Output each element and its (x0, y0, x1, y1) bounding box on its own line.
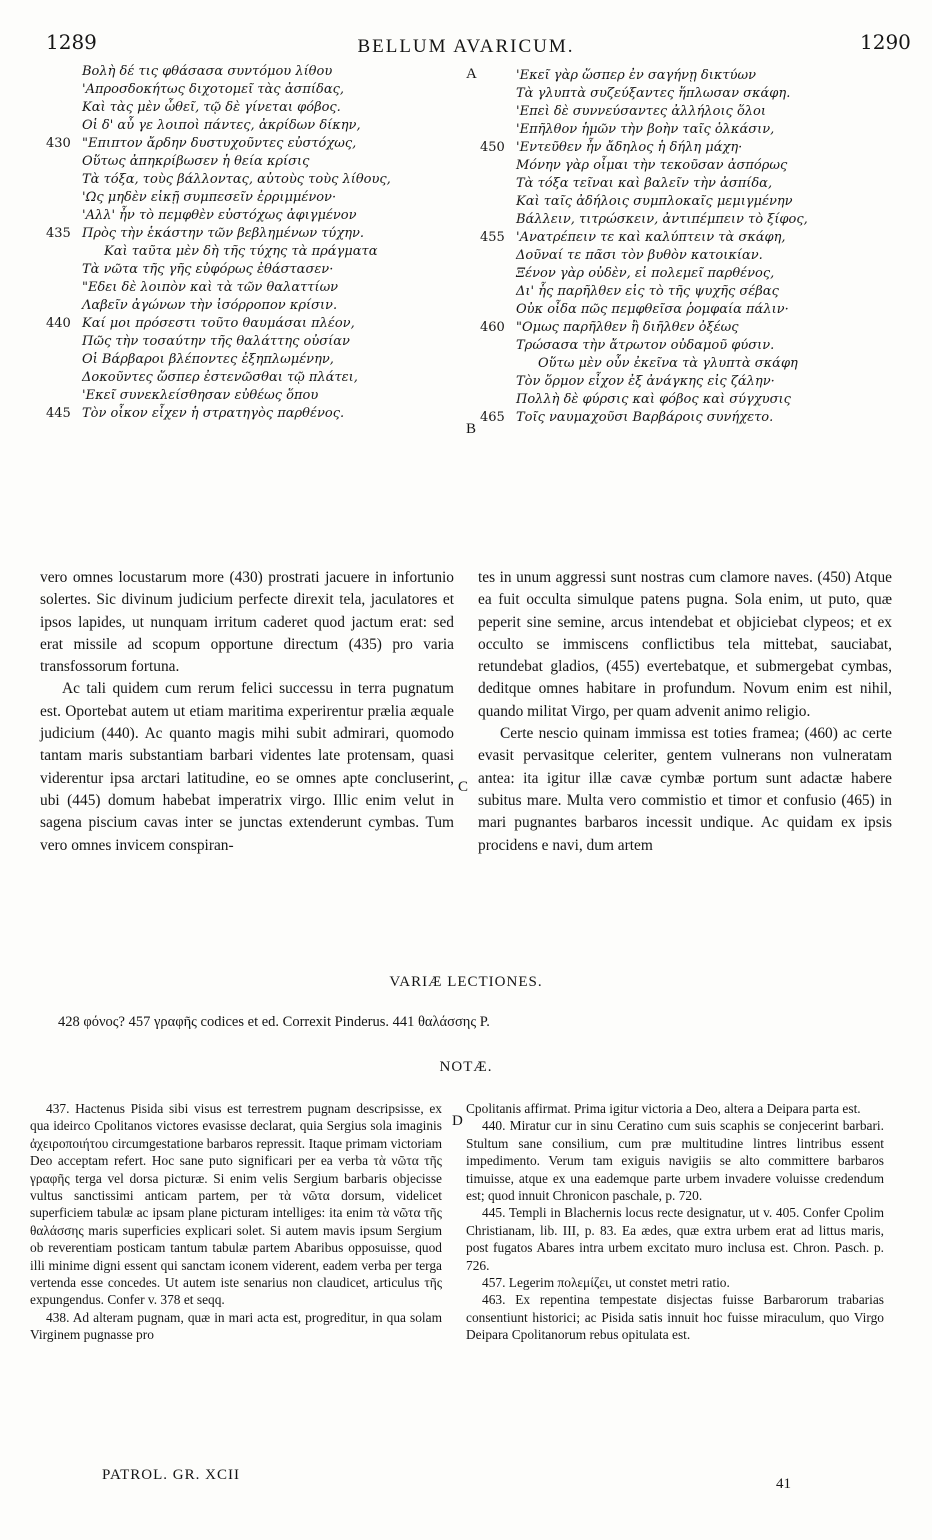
verse-line (480, 229, 920, 247)
note-entry: 438. Ad alteram pugnam, quæ in mari acta est, progreditur, in qua solam Virginem pugnasse pro (30, 1309, 442, 1343)
verse-text: 'Εκεῖ συνεκλείσθησαν εὐθέως ὅπου (82, 388, 319, 403)
verse-text: Οἱ δ' αὖ γε λοιποὶ πάντες, ἀκρίδων δίκην, (82, 118, 361, 133)
verse-text: Πῶς τὴν τοσαύτην τῆς θαλάττης οὐσίαν (82, 334, 350, 349)
verse-line (46, 207, 456, 225)
verse-text: Δοῦναί τε πᾶσι τὸν βυθὸν κατοικίαν. (516, 248, 763, 263)
verse-text: Οὐκ οἶδα πῶς πεμφθεῖσα ῥομφαία πάλιν· (516, 302, 789, 317)
verse-text: "Εδει δὲ λοιπὸν καὶ τὰ τῶν θαλαττίων (82, 280, 339, 295)
note-entry: Cpolitanis affirmat. Prima igitur victoria a Deo, altera a Deipara parta est. (466, 1101, 861, 1116)
verse-text: Βάλλειν, τιτρώσκειν, ἀντιπέμπειν τὸ ξίφος, (516, 212, 808, 227)
latin-translation-right (478, 567, 892, 857)
verse-number: 455 (480, 230, 505, 245)
verse-text: 'Αλλ' ἦν τὸ πεμφθὲν εὐστόχως ἀφιγμένον (82, 208, 357, 223)
verse-line (480, 391, 920, 409)
verse-line (480, 139, 920, 157)
verse-text: 'Εκεῖ γὰρ ὥσπερ ἐν σαγήνῃ δικτύων (516, 68, 756, 83)
footer-signature-number: 41 (776, 1476, 791, 1492)
verse-line (46, 117, 456, 135)
note-entry: 445. Templi in Blachernis locus recte designatur, ut v. 405. Confer Cpolim Christianam, lib. III, p. 83. Ea ædes, quæ extra urbem erat ad littus maris, post fugatos Abares intra urbem excitato muro inclusa est. Chron. Pasch. p. 726. (466, 1205, 884, 1273)
verse-line (480, 121, 920, 139)
verse-number: 460 (480, 320, 505, 335)
verse-text: Λαβεῖν ἀγώνων τὴν ἰσόρροπον κρίσιν. (82, 298, 338, 313)
verse-line (46, 171, 456, 189)
verse-line (46, 279, 456, 297)
verse-line (480, 247, 920, 265)
verse-number: 445 (46, 406, 71, 421)
verse-text: Τοῖς ναυμαχοῦσι Βαρβάροις συνήχετο. (516, 410, 774, 425)
verse-line (46, 135, 456, 153)
note-entry: 457. Legerim πολεμίζει, ut constet metri ratio. (482, 1275, 730, 1291)
variae-lectiones-heading: VARIÆ LECTIONES. (389, 974, 543, 990)
verse-line (480, 373, 920, 391)
verse-text: Τὰ γλυπτὰ συζεύξαντες ἥπλωσαν σκάφη. (516, 86, 791, 101)
verse-line (46, 225, 456, 243)
margin-letter-a: A (466, 66, 477, 82)
running-title: BELLUM AVARICUM. (357, 36, 575, 57)
verse-line (480, 409, 920, 427)
verse-text: Ξένον γὰρ οὐδὲν, εἰ πολεμεῖ παρθένος, (516, 266, 775, 281)
prose-paragraph: Ac tali quidem cum rerum felici successu in terra pugnatum est. Oportebat autem ut etiam maritima experirentur prælia æquale judicium (440). Ac quanto magis mihi subit admirari, quomodo tantam maris substantiam barbari videntes late protensam, quasi viderentur ipsa arctari latitudine, eo se omnes apte concluserint, ubi (445) domum habebat imperatrix virgo. Illic enim velut in sagena piscium cavas inter se junctas extenderunt cymbas. Tum vero omnes invicem conspiran- (40, 680, 454, 854)
verse-text: Καὶ ταῖς ἀδήλοις συμπλοκαῖς μεμιγμένην (516, 194, 793, 209)
verse-line (46, 99, 456, 117)
verse-text: 'Ως μηδὲν εἰκῇ συμπεσεῖν ἐρριμμένον· (82, 190, 337, 205)
page-number-right: 1290 (860, 30, 911, 54)
greek-verses-right (480, 67, 920, 427)
verse-line (46, 387, 456, 405)
verse-text: Τὰ νῶτα τῆς γῆς εὐφόρως ἐθάστασεν· (82, 262, 334, 277)
verse-text: Οἱ Βάρβαροι βλέποντες ἐξηπλωμένην, (82, 352, 334, 367)
verse-line (480, 355, 920, 373)
margin-letter-d: D (452, 1113, 463, 1129)
verse-text: Δι' ἧς παρῆλθεν εἰς τὸ τῆς ψυχῆς σέβας (516, 284, 779, 299)
verse-line (480, 283, 920, 301)
verse-text: 'Εντεῦθεν ἦν ἄδηλος ἡ δήλη μάχη· (516, 140, 743, 155)
verse-line (46, 315, 456, 333)
verse-text: 'Ανατρέπειν τε καὶ καλύπτειν τὰ σκάφη, (516, 230, 786, 245)
latin-translation-left (40, 567, 454, 857)
notes-right-column (466, 1100, 884, 1344)
notae-heading: NOTÆ. (439, 1059, 493, 1075)
note-entry: 463. Ex repentina tempestate disjectas fuisse Barbarorum trabarias consentiunt historici; ac Pisida satis innuit hoc fuisse miraculum, quo Virgo Deipara Cpolitanorum rebus opitulata est. (466, 1292, 884, 1343)
verse-text: Βολὴ δέ τις φθάσασα συντόμου λίθου (82, 64, 333, 79)
prose-paragraph: Certe nescio quinam immissa est toties framea; (460) ac certe evasit pervasitque celeriter, gentem vulnerans non vulneratam antea: ita igitur illæ cavæ cymbæ portum sunt adactæ habere subitus mare. Multa vero commistio et timor et confusio (465) in mari pugnantes barbaros incessit undique. Ac quidam ex ipsis procidens e navi, dum artem (478, 725, 892, 854)
verse-line (46, 405, 456, 423)
verse-text: 'Επεὶ δὲ συννεύσαντες ἀλλήλοις ὅλοι (516, 104, 766, 119)
verse-line (480, 103, 920, 121)
verse-line (480, 157, 920, 175)
verse-text: Καί μοι πρόσεστι τοῦτο θαυμάσαι πλέον, (82, 316, 355, 331)
note-entry: 440. Miratur cur in sinu Ceratino cum suis scaphis se conjecerint barbari. Stultum sane consilium, cum præ multitudine lintres lintribus essent impedimento. Verum tam exiguis navigiis se alto committere barbaros timuisse, atque ex una eademque parte urbem invadere voluisse credendum est; quod innuit Chronicon paschale, p. 720. (466, 1118, 884, 1204)
verse-line (480, 175, 920, 193)
verse-text: Πολλὴ δὲ φύρσις καὶ φόβος καὶ σύγχυσις (516, 392, 791, 407)
verse-text: Τὸν οἶκον εἶχεν ἡ στρατηγὸς παρθένος. (82, 406, 345, 421)
verse-number: 440 (46, 316, 71, 331)
verse-text: Τρώσασα τὴν ἄτρωτον οὐδαμοῦ φύσιν. (516, 338, 775, 353)
footer-series-title: PATROL. GR. XCII (102, 1467, 240, 1483)
verse-line (46, 153, 456, 171)
verse-line (480, 67, 920, 85)
verse-text: Τὰ τόξα τεῖναι καὶ βαλεῖν τὴν ἀσπίδα, (516, 176, 773, 191)
verse-number: 430 (46, 136, 71, 151)
verse-line (480, 211, 920, 229)
verse-number: 465 (480, 410, 505, 425)
notes-left-column (30, 1100, 442, 1344)
verse-text: 'Επῆλθον ἡμῶν τὴν βοὴν ταῖς ὁλκάσιν, (516, 122, 775, 137)
verse-text: Τὰ τόξα, τοὺς βάλλοντας, αὐτοὺς τοὺς λίθους, (82, 172, 391, 187)
page-number-left: 1289 (46, 30, 97, 54)
verse-number: 435 (46, 226, 71, 241)
greek-verses-left (46, 63, 456, 423)
verse-text: Καὶ ταῦτα μὲν δὴ τῆς τύχης τὰ πράγματα (104, 244, 378, 259)
verse-line (46, 333, 456, 351)
verse-line (480, 265, 920, 283)
note-entry: 437. Hactenus Pisida sibi visus est terrestrem pugnam descripsisse, ex qua ideirco Cpolitanos victores evasisse declarat, quia Sergius sola imaginis ἀχειροποιήτου circumgestatione barbaros repressit. Itaque primam victoriam Deo acceptam refert. Hoc sane puto significari per ea verba τὰ νῶτα τῆς γραφῆς terga vel dorsa picturæ. Si enim velis Sergium barbaris objecisse vultus sanctissimi anticam partem, per τὰ νῶτα dorsum, videlicet superficiem tabulæ ac ipsam plane picturam intelliges: ita enim τὰ νῶτα τῆς θαλάσσης maris superficies explicari solet. Si autem mavis ipsum Sergium ob reverentiam posticam tantum tabulæ partem Abaribus opposuisse, quod illi minime digni essent qui sanctam iconem viderent, eadem verba per terga vertenda esse concedes. Ut autem iste senarius non claudicet, articulus τῆς expungendus. Confer v. 378 et seqq. (30, 1101, 442, 1308)
verse-number: 450 (480, 140, 505, 155)
margin-letter-b: B (466, 421, 477, 437)
verse-line (480, 85, 920, 103)
verse-line (46, 351, 456, 369)
verse-line (46, 81, 456, 99)
verse-line (480, 301, 920, 319)
verse-line (480, 319, 920, 337)
prose-paragraph: vero omnes locustarum more (430) prostrati jacuere in infortunio solertes. Sic divinum judicium perfecte direxit tela, jaculatores et ipsos lapides, ut nunquam irritum caderet quod jactum erat: sed erat missile ad scopum opportune directum (435) pro varia transfossorum fortuna. (40, 569, 454, 676)
verse-text: "Επιπτον ἄρδην δυστυχοῦντες εὐστόχως, (82, 136, 357, 151)
verse-text: Δοκοῦντες ὥσπερ ἐστενῶσθαι τῷ πλάτει, (82, 370, 358, 385)
verse-line (480, 193, 920, 211)
verse-text: Καὶ τὰς μὲν ὦθεῖ, τῷ δὲ γίνεται φόβος. (82, 100, 341, 115)
verse-text: Οὕτως ἀπηκρίβωσεν ἡ θεία κρίσις (82, 154, 310, 169)
verse-line (480, 337, 920, 355)
variae-lectiones-text: 428 φόνος? 457 γραφῆς codices et ed. Correxit Pinderus. 441 θαλάσσης P. (58, 1014, 490, 1030)
verse-line (46, 369, 456, 387)
prose-paragraph: tes in unum aggressi sunt nostras cum clamore naves. (450) Atque ea fuit occulta simulque patens pugna. Sola enim, ut puto, quæ peperit sine semine, arcus intendebat et objiciebat clypeos; et ex occulto se immiscens conflictibus tela mittebat, sauciabat, retundebat gladios, (455) evertebatque, et submergebat cymbas, deditque omnes habitare in profundum. Novum enim est nihil, quando militat Virgo, per quam advenit animo religio. (478, 569, 892, 720)
verse-line (46, 243, 456, 261)
verse-line (46, 261, 456, 279)
verse-line (46, 189, 456, 207)
verse-text: Οὕτω μὲν οὖν ἐκεῖνα τὰ γλυπτὰ σκάφη (538, 356, 798, 371)
verse-text: 'Απροσδοκήτως διχοτομεῖ τὰς ἀσπίδας, (82, 82, 345, 97)
verse-line (46, 297, 456, 315)
verse-text: "Ομως παρῆλθεν ἢ διῆλθεν ὀξέως (516, 320, 739, 335)
verse-line (46, 63, 456, 81)
verse-text: Τὸν ὅρμον εἶχον ἐξ ἀνάγκης εἰς ζάλην· (516, 374, 775, 389)
margin-letter-c: C (458, 779, 469, 795)
verse-text: Μόνην γὰρ οἶμαι τὴν τεκοῦσαν ἀσπόρως (516, 158, 788, 173)
verse-text: Πρὸς τὴν ἑκάστην τῶν βεβλημένων τύχην. (82, 226, 365, 241)
